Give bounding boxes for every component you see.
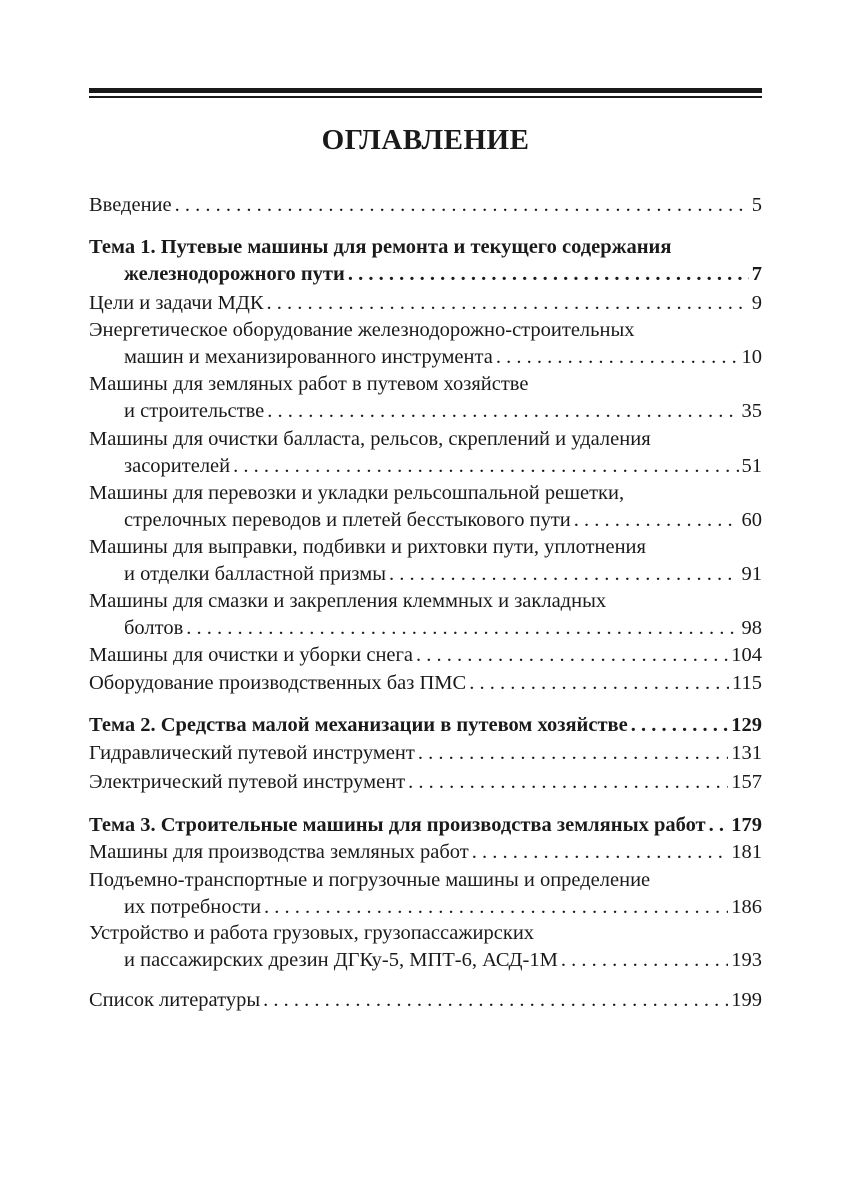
toc-entry-title: Машины для выправки, подбивки и рихтовки пути, уплотнения (89, 536, 646, 558)
header-rule-thin (89, 96, 762, 98)
dot-leader (408, 769, 728, 796)
toc-page-number: 9 (751, 292, 762, 314)
toc-entry[interactable] (89, 920, 762, 974)
toc-entry[interactable] (89, 769, 762, 796)
toc-entry-title: Список литературы (89, 989, 261, 1011)
toc-page-number: 35 (741, 400, 762, 422)
toc-entry-title: засорителей (124, 455, 231, 477)
dot-leader (418, 740, 728, 767)
dot-leader (574, 507, 739, 534)
dot-leader (348, 261, 749, 288)
toc-page-number: 115 (732, 672, 762, 694)
toc-entry[interactable] (89, 712, 762, 739)
toc-entry-title: Гидравлический путевой инструмент (89, 742, 415, 764)
toc-entry[interactable] (89, 290, 762, 317)
toc-entry[interactable] (89, 192, 762, 219)
toc-entry[interactable] (89, 867, 762, 921)
toc-entry-title: Тема 1. Путевые машины для ремонта и текущего содержания (89, 236, 672, 258)
toc-entry[interactable] (89, 642, 762, 669)
toc-entry-title: Оборудование производственных баз ПМС (89, 672, 467, 694)
toc-page-number: 157 (731, 771, 762, 793)
toc-entry-title: Тема 2. Средства малой механизации в путевом хозяйстве (89, 714, 628, 736)
dot-leader (631, 712, 729, 739)
toc-page-number: 104 (731, 644, 762, 666)
toc-entry[interactable] (89, 426, 762, 480)
toc-entry-title: Машины для перевозки и укладки рельсошпальной решетки, (89, 482, 625, 504)
dot-leader (267, 398, 738, 425)
toc-page-number: 7 (751, 263, 762, 285)
toc-entry[interactable] (89, 534, 762, 588)
toc-entry-title: их потребности (124, 896, 262, 918)
toc-entry[interactable] (89, 234, 762, 288)
toc-entry-title: Введение (89, 194, 172, 216)
toc-entry-title: Устройство и работа грузовых, грузопассажирских (89, 922, 535, 944)
toc-entry-title: машин и механизированного инструмента (124, 346, 493, 368)
toc-entry[interactable] (89, 670, 762, 697)
toc-entry[interactable] (89, 588, 762, 642)
toc-page-number: 60 (741, 509, 762, 531)
dot-leader (263, 987, 728, 1014)
dot-leader (472, 839, 729, 866)
toc-entry[interactable] (89, 371, 762, 425)
toc-entry[interactable] (89, 480, 762, 534)
toc-page-number: 186 (731, 896, 762, 918)
toc-page-number: 51 (741, 455, 762, 477)
dot-leader (496, 344, 739, 371)
toc-entry-title: Тема 3. Строительные машины для производства земляных работ (89, 814, 706, 836)
toc-page-number: 193 (731, 949, 762, 971)
toc-entry-title: железнодорожного пути (124, 263, 345, 285)
toc-entry-title: Машины для смазки и закрепления клеммных и закладных (89, 590, 607, 612)
toc-entry-title: и отделки балластной призмы (124, 563, 386, 585)
toc-entry-title: Подъемно-транспортные и погрузочные машины и определение (89, 869, 651, 891)
toc-entry-title: болтов (124, 617, 184, 639)
toc-entry[interactable] (89, 839, 762, 866)
toc-page-number: 5 (751, 194, 762, 216)
dot-leader (709, 812, 729, 839)
header-rule-thick (89, 88, 762, 93)
toc-page-number: 181 (731, 841, 762, 863)
toc-entry-title: стрелочных переводов и плетей бесстыкового пути (124, 509, 571, 531)
toc-entry-title: Машины для очистки и уборки снега (89, 644, 414, 666)
toc-entry-title: Энергетическое оборудование железнодорожно-строительных (89, 319, 635, 341)
toc-entry-title: и пассажирских дрезин ДГКу-5, МПТ-6, АСД-1М (124, 949, 558, 971)
toc-entry-title: Машины для очистки балласта, рельсов, скреплений и удаления (89, 428, 651, 450)
toc-entry-title: Цели и задачи МДК (89, 292, 264, 314)
toc-page-number: 199 (731, 989, 762, 1011)
toc-page-number: 91 (741, 563, 762, 585)
toc-entry-title: Машины для земляных работ в путевом хозяйстве (89, 373, 529, 395)
dot-leader (233, 453, 738, 480)
dot-leader (389, 561, 739, 588)
dot-leader (561, 947, 728, 974)
toc-entry-title: Электрический путевой инструмент (89, 771, 406, 793)
dot-leader (186, 615, 738, 642)
page-title: ОГЛАВЛЕНИЕ (321, 124, 530, 156)
toc-entry-title: и строительстве (124, 400, 265, 422)
dot-leader (267, 290, 749, 317)
toc-entry[interactable] (89, 987, 762, 1014)
toc-entry[interactable] (89, 317, 762, 371)
toc-entry-title: Машины для производства земляных работ (89, 841, 469, 863)
toc-page-number: 10 (741, 346, 762, 368)
dot-leader (264, 894, 728, 921)
toc-page-number: 98 (741, 617, 762, 639)
toc-entry[interactable] (89, 812, 762, 839)
toc-page-number: 131 (731, 742, 762, 764)
toc-page-number: 129 (731, 714, 762, 736)
dot-leader (469, 670, 729, 697)
dot-leader (416, 642, 728, 669)
dot-leader (175, 192, 749, 219)
toc-page-number: 179 (731, 814, 762, 836)
toc-entry[interactable] (89, 740, 762, 767)
